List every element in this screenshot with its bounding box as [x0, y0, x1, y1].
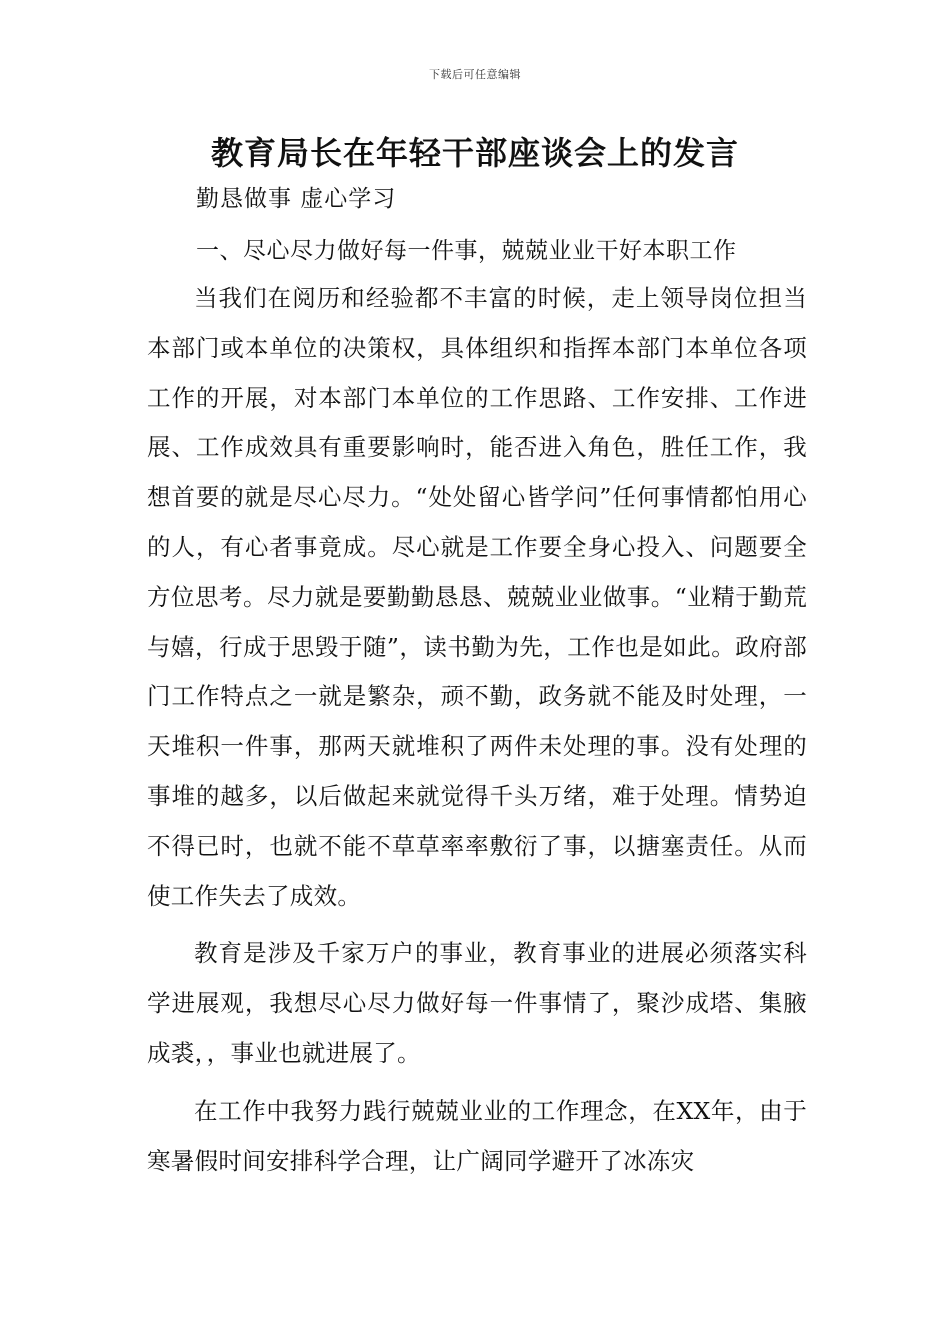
- document-subtitle: 勤恳做事 虚心学习: [196, 186, 397, 212]
- document-title: 教育局长在年轻干部座谈会上的发言: [210, 134, 739, 172]
- header-note: 下载后可任意编辑: [429, 68, 521, 81]
- section-heading: 一、尽心尽力做好每一件事，兢兢业业干好本职工作: [196, 238, 737, 264]
- document-body: [147, 274, 807, 1186]
- paragraph: 教育是涉及千家万户的事业，教育事业的进展必须落实科学进展观，我想尽心尽力做好每一件事情了，聚沙成塔、集腋成裘，，事业也就进展了。: [147, 939, 807, 1067]
- paragraph: 当我们在阅历和经验都不丰富的时候，走上领导岗位担当本部门或本单位的决策权，具体组织和指挥本部门本单位各项工作的开展，对本部门本单位的工作思路、工作安排、工作进展、工作成效具有重要影响时，能否进入角色，胜任工作，我想首要的就是尽心尽力。“处处留心皆学问”任何事情都怕用心的人，有心者事竟成。尽心就是工作要全身心投入、问题要全方位思考。尽力就是要勤勤恳恳、兢兢业业做事。“业精于勤荒与嬉，行成于思毁于随”，读书勤为先，工作也是如此。政府部门工作特点之一就是繁杂，顽不勤，政务就不能及时处理，一天堆积一件事，那两天就堆积了两件未处理的事。没有处理的事堆的越多，以后做起来就觉得千头万绪，难于处理。情势迫不得已时，也就不能不草草率率敷衍了事，以搪塞责任。从而使工作失去了成效。: [147, 284, 807, 910]
- paragraph: 在工作中我努力践行兢兢业业的工作理念，在XX年，由于寒暑假时间安排科学合理，让广阔同学避开了冰冻灾: [147, 1096, 807, 1175]
